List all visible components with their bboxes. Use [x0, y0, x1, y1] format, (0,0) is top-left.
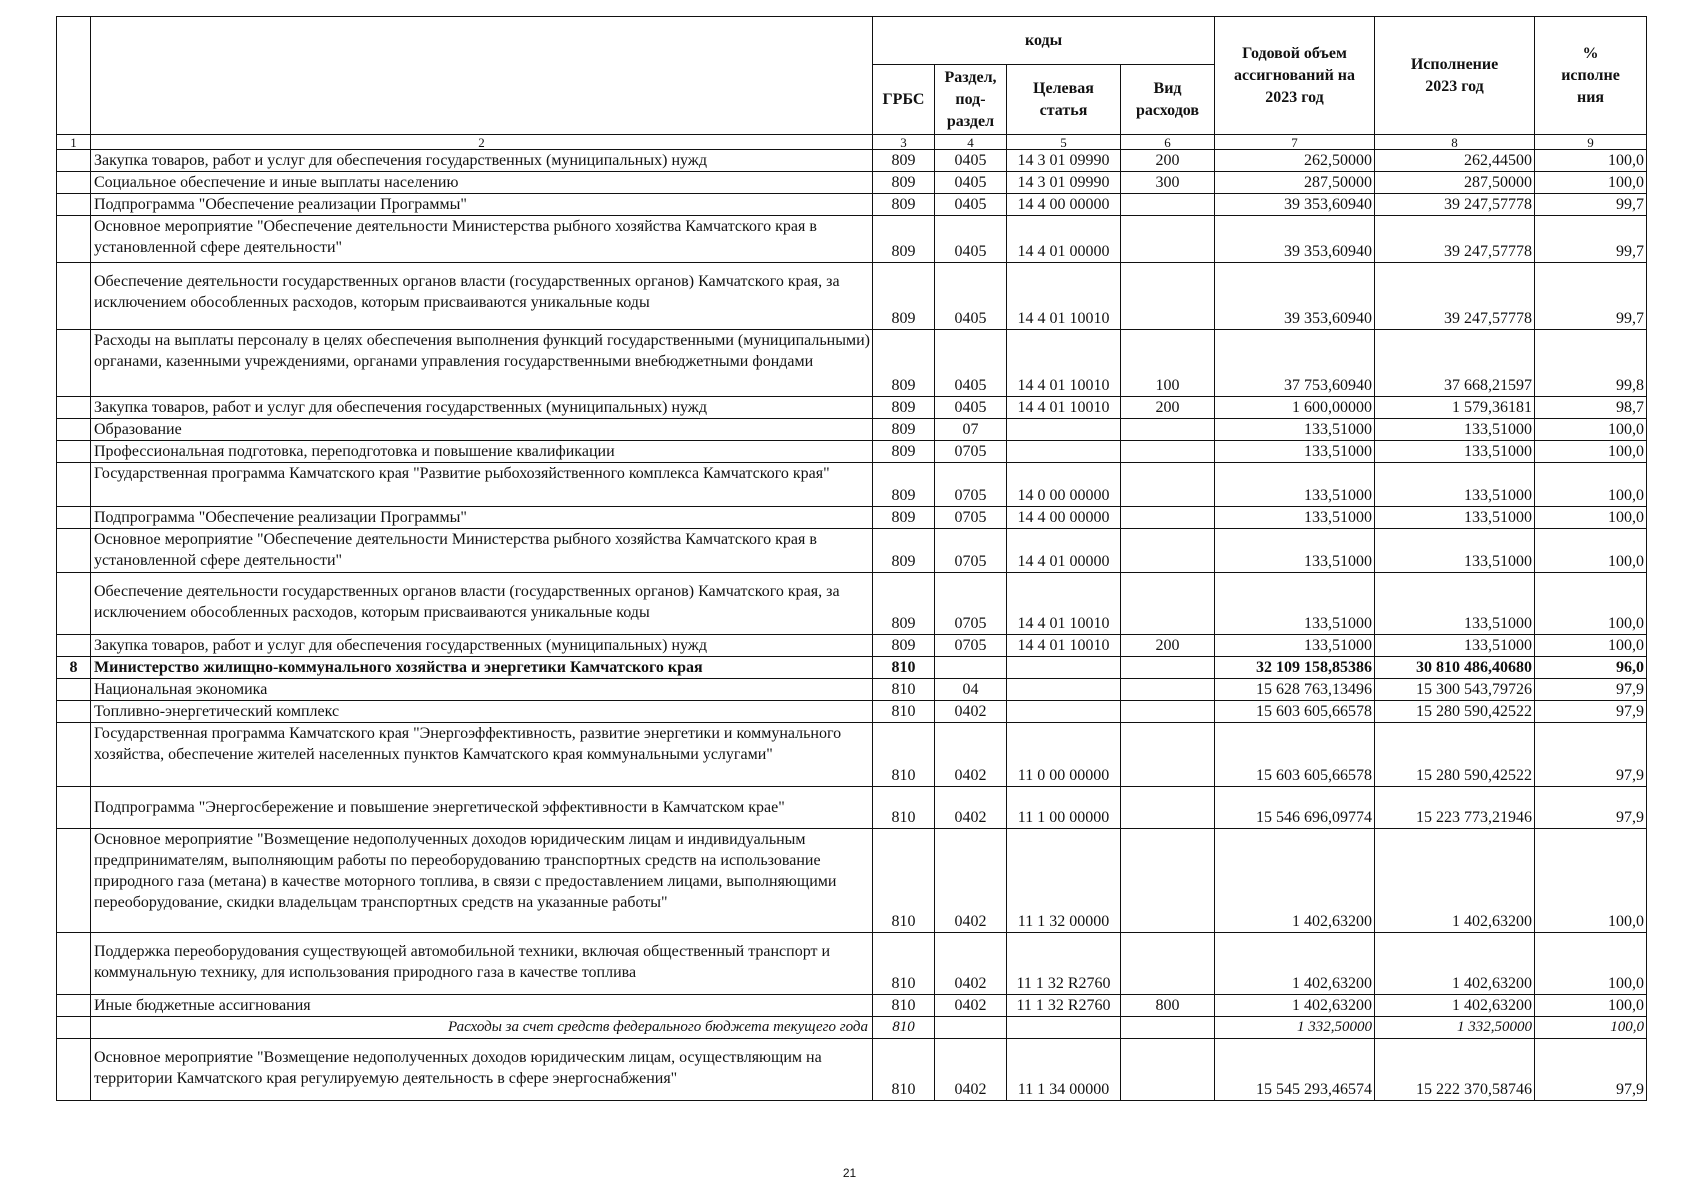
column-number-cell: 4: [935, 135, 1007, 150]
row-name-cell: Подпрограмма "Обеспечение реализации Программы": [91, 507, 873, 529]
row-grbs-cell: 810: [873, 1017, 935, 1039]
budget-table-sheet: [56, 16, 1646, 1101]
row-name-cell: Закупка товаров, работ и услуг для обеспечения государственных (муниципальных) нужд: [91, 150, 873, 172]
row-razdel-cell: 0705: [935, 573, 1007, 635]
row-razdel-cell: 0705: [935, 635, 1007, 657]
row-razdel-cell: 04: [935, 679, 1007, 701]
row-annual-volume-cell: 15 603 605,66578: [1215, 701, 1375, 723]
page-number: 21: [842, 1166, 857, 1180]
header-empty-num: [57, 17, 91, 135]
row-execution-cell: 133,51000: [1375, 635, 1535, 657]
row-number-cell: [57, 635, 91, 657]
header-expense-type: Вид расходов: [1121, 65, 1215, 135]
row-grbs-cell: 809: [873, 419, 935, 441]
row-number-cell: [57, 194, 91, 216]
row-percent-cell: 98,7: [1535, 397, 1647, 419]
row-execution-cell: 39 247,57778: [1375, 263, 1535, 330]
row-grbs-cell: 810: [873, 995, 935, 1017]
row-execution-cell: 1 402,63200: [1375, 995, 1535, 1017]
row-target-article-cell: 14 4 01 10010: [1007, 330, 1121, 397]
table-row: [57, 701, 1647, 723]
row-grbs-cell: 809: [873, 507, 935, 529]
row-target-article-cell: 14 0 00 00000: [1007, 463, 1121, 507]
row-razdel-cell: [935, 1017, 1007, 1039]
row-name-cell: Расходы на выплаты персоналу в целях обеспечения выполнения функций государственными (муниципальными) органами, казенными учреждениями, органами управления государственными внебюджетными фондами: [91, 330, 873, 397]
row-percent-cell: 99,8: [1535, 330, 1647, 397]
row-grbs-cell: 809: [873, 635, 935, 657]
row-expense-type-cell: 800: [1121, 995, 1215, 1017]
row-grbs-cell: 809: [873, 150, 935, 172]
column-number-cell: 6: [1121, 135, 1215, 150]
row-percent-cell: 100,0: [1535, 463, 1647, 507]
table-row: [57, 657, 1647, 679]
row-razdel-cell: 0402: [935, 933, 1007, 995]
row-percent-cell: 100,0: [1535, 829, 1647, 933]
row-razdel-cell: 07: [935, 419, 1007, 441]
row-number-cell: [57, 150, 91, 172]
row-name-cell: Основное мероприятие "Возмещение недополученных доходов юридическим лицам, осуществляющим на территории Камчатского края регулируемую деятельность в сфере энергоснабжения": [91, 1039, 873, 1101]
row-target-article-cell: [1007, 441, 1121, 463]
row-expense-type-cell: 100: [1121, 330, 1215, 397]
table-row: [57, 419, 1647, 441]
header-percent: % исполне ния: [1535, 17, 1647, 135]
row-percent-cell: 99,7: [1535, 263, 1647, 330]
row-percent-cell: 99,7: [1535, 194, 1647, 216]
row-name-cell: Государственная программа Камчатского края "Энергоэффективность, развитие энергетики и коммунального хозяйства, обеспечение жителей населенных пунктов Камчатского края коммунальными услугами": [91, 723, 873, 787]
row-razdel-cell: 0405: [935, 330, 1007, 397]
row-grbs-cell: 809: [873, 263, 935, 330]
row-grbs-cell: 810: [873, 933, 935, 995]
header-razdel: Раздел, под-раздел: [935, 65, 1007, 135]
table-row: [57, 829, 1647, 933]
row-annual-volume-cell: 133,51000: [1215, 419, 1375, 441]
row-percent-cell: 100,0: [1535, 1017, 1647, 1039]
row-grbs-cell: 810: [873, 723, 935, 787]
row-execution-cell: 1 579,36181: [1375, 397, 1535, 419]
table-row: [57, 150, 1647, 172]
row-target-article-cell: 14 3 01 09990: [1007, 150, 1121, 172]
row-percent-cell: 100,0: [1535, 573, 1647, 635]
row-grbs-cell: 810: [873, 787, 935, 829]
row-grbs-cell: 809: [873, 529, 935, 573]
row-expense-type-cell: [1121, 194, 1215, 216]
row-name-cell: Министерство жилищно-коммунального хозяйства и энергетики Камчатского края: [91, 657, 873, 679]
row-razdel-cell: 0705: [935, 529, 1007, 573]
column-number-cell: 3: [873, 135, 935, 150]
row-percent-cell: 97,9: [1535, 723, 1647, 787]
row-expense-type-cell: [1121, 701, 1215, 723]
row-annual-volume-cell: 1 402,63200: [1215, 829, 1375, 933]
row-name-cell: Национальная экономика: [91, 679, 873, 701]
row-name-cell: Основное мероприятие "Обеспечение деятельности Министерства рыбного хозяйства Камчатского края в установленной сфере деятельности": [91, 216, 873, 263]
row-grbs-cell: 809: [873, 441, 935, 463]
row-target-article-cell: 14 4 01 10010: [1007, 397, 1121, 419]
row-name-cell: Подпрограмма "Обеспечение реализации Программы": [91, 194, 873, 216]
table-row: [57, 507, 1647, 529]
row-number-cell: [57, 441, 91, 463]
row-name-cell: Государственная программа Камчатского края "Развитие рыбохозяйственного комплекса Камчатского края": [91, 463, 873, 507]
table-row: [57, 463, 1647, 507]
row-execution-cell: 1 402,63200: [1375, 829, 1535, 933]
row-percent-cell: 100,0: [1535, 507, 1647, 529]
row-razdel-cell: 0705: [935, 463, 1007, 507]
row-annual-volume-cell: 32 109 158,85386: [1215, 657, 1375, 679]
row-execution-cell: 262,44500: [1375, 150, 1535, 172]
row-execution-cell: 15 280 590,42522: [1375, 701, 1535, 723]
header-target-article: Целевая статья: [1007, 65, 1121, 135]
row-name-cell: Обеспечение деятельности государственных органов власти (государственных органов) Камчатского края, за исключением обособленных расходов, которым присваиваются уникальные коды: [91, 573, 873, 635]
row-grbs-cell: 810: [873, 701, 935, 723]
row-percent-cell: 100,0: [1535, 933, 1647, 995]
row-number-cell: [57, 463, 91, 507]
row-expense-type-cell: [1121, 657, 1215, 679]
row-name-cell: Основное мероприятие "Возмещение недополученных доходов юридическим лицам и индивидуальным предпринимателям, выполняющим работы по переоборудованию транспортных средств на использование природного газа (метана) в качестве моторного топлива, в связи с предоставлением лицами, выполняющими переоборудование, скидки владельцам транспортных средств на указанные работы": [91, 829, 873, 933]
row-number-cell: [57, 529, 91, 573]
row-grbs-cell: 809: [873, 330, 935, 397]
row-execution-cell: 133,51000: [1375, 419, 1535, 441]
table-row: [57, 441, 1647, 463]
row-expense-type-cell: 200: [1121, 150, 1215, 172]
row-target-article-cell: 11 1 32 00000: [1007, 829, 1121, 933]
row-annual-volume-cell: 1 402,63200: [1215, 995, 1375, 1017]
row-target-article-cell: 11 1 32 R2760: [1007, 933, 1121, 995]
row-annual-volume-cell: 15 545 293,46574: [1215, 1039, 1375, 1101]
row-razdel-cell: 0402: [935, 787, 1007, 829]
row-annual-volume-cell: 37 753,60940: [1215, 330, 1375, 397]
row-annual-volume-cell: 39 353,60940: [1215, 263, 1375, 330]
row-number-cell: [57, 330, 91, 397]
row-expense-type-cell: [1121, 787, 1215, 829]
table-row: [57, 194, 1647, 216]
header-codes: коды: [873, 17, 1215, 65]
row-target-article-cell: [1007, 701, 1121, 723]
row-percent-cell: 99,7: [1535, 216, 1647, 263]
table-row: [57, 635, 1647, 657]
table-row: [57, 529, 1647, 573]
row-razdel-cell: 0405: [935, 172, 1007, 194]
row-expense-type-cell: [1121, 216, 1215, 263]
table-row: [57, 216, 1647, 263]
row-name-cell: Профессиональная подготовка, переподготовка и повышение квалификации: [91, 441, 873, 463]
row-razdel-cell: 0402: [935, 1039, 1007, 1101]
row-annual-volume-cell: 133,51000: [1215, 441, 1375, 463]
table-row: [57, 995, 1647, 1017]
row-execution-cell: 39 247,57778: [1375, 216, 1535, 263]
row-name-cell: Топливно-энергетический комплекс: [91, 701, 873, 723]
row-number-cell: [57, 507, 91, 529]
row-grbs-cell: 810: [873, 1039, 935, 1101]
row-execution-cell: 133,51000: [1375, 573, 1535, 635]
row-execution-cell: 39 247,57778: [1375, 194, 1535, 216]
row-name-cell: Поддержка переоборудования существующей автомобильной техники, включая общественный транспорт и коммунальную технику, для использования природного газа в качестве топлива: [91, 933, 873, 995]
row-percent-cell: 96,0: [1535, 657, 1647, 679]
row-grbs-cell: 809: [873, 463, 935, 507]
row-annual-volume-cell: 1 332,50000: [1215, 1017, 1375, 1039]
row-razdel-cell: 0705: [935, 441, 1007, 463]
row-execution-cell: 37 668,21597: [1375, 330, 1535, 397]
row-name-cell: Основное мероприятие "Обеспечение деятельности Министерства рыбного хозяйства Камчатского края в установленной сфере деятельности": [91, 529, 873, 573]
row-annual-volume-cell: 39 353,60940: [1215, 194, 1375, 216]
row-target-article-cell: 14 4 00 00000: [1007, 507, 1121, 529]
row-execution-cell: 1 402,63200: [1375, 933, 1535, 995]
row-razdel-cell: 0402: [935, 995, 1007, 1017]
row-number-cell: [57, 1039, 91, 1101]
table-row: [57, 933, 1647, 995]
row-target-article-cell: [1007, 657, 1121, 679]
row-expense-type-cell: 300: [1121, 172, 1215, 194]
row-number-cell: [57, 701, 91, 723]
row-expense-type-cell: 200: [1121, 397, 1215, 419]
row-target-article-cell: [1007, 1017, 1121, 1039]
row-expense-type-cell: [1121, 679, 1215, 701]
row-grbs-cell: 810: [873, 829, 935, 933]
column-number-cell: 8: [1375, 135, 1535, 150]
row-name-cell: Иные бюджетные ассигнования: [91, 995, 873, 1017]
row-number-cell: [57, 829, 91, 933]
row-razdel-cell: [935, 657, 1007, 679]
row-number-cell: [57, 397, 91, 419]
column-number-cell: 5: [1007, 135, 1121, 150]
row-annual-volume-cell: 1 600,00000: [1215, 397, 1375, 419]
row-grbs-cell: 809: [873, 573, 935, 635]
row-target-article-cell: 14 4 01 10010: [1007, 635, 1121, 657]
row-grbs-cell: 809: [873, 172, 935, 194]
row-annual-volume-cell: 133,51000: [1215, 463, 1375, 507]
row-target-article-cell: 14 4 00 00000: [1007, 194, 1121, 216]
row-number-cell: [57, 419, 91, 441]
row-number-cell: [57, 573, 91, 635]
column-number-cell: 2: [91, 135, 873, 150]
table-row: [57, 1017, 1647, 1039]
row-percent-cell: 100,0: [1535, 419, 1647, 441]
row-percent-cell: 100,0: [1535, 150, 1647, 172]
row-target-article-cell: 14 4 01 10010: [1007, 573, 1121, 635]
row-number-cell: [57, 263, 91, 330]
row-percent-cell: 100,0: [1535, 995, 1647, 1017]
table-row: [57, 573, 1647, 635]
row-target-article-cell: [1007, 419, 1121, 441]
row-name-cell: Расходы за счет средств федерального бюджета текущего года: [91, 1017, 873, 1039]
row-execution-cell: 15 280 590,42522: [1375, 723, 1535, 787]
row-target-article-cell: 11 1 34 00000: [1007, 1039, 1121, 1101]
row-target-article-cell: 14 4 01 10010: [1007, 263, 1121, 330]
header-grbs: ГРБС: [873, 65, 935, 135]
row-annual-volume-cell: 133,51000: [1215, 507, 1375, 529]
row-percent-cell: 97,9: [1535, 787, 1647, 829]
row-number-cell: [57, 787, 91, 829]
row-target-article-cell: 14 3 01 09990: [1007, 172, 1121, 194]
row-grbs-cell: 810: [873, 657, 935, 679]
row-grbs-cell: 809: [873, 194, 935, 216]
row-name-cell: Социальное обеспечение и иные выплаты населению: [91, 172, 873, 194]
row-execution-cell: 15 223 773,21946: [1375, 787, 1535, 829]
row-razdel-cell: 0405: [935, 194, 1007, 216]
row-expense-type-cell: [1121, 463, 1215, 507]
row-execution-cell: 30 810 486,40680: [1375, 657, 1535, 679]
row-expense-type-cell: [1121, 529, 1215, 573]
row-razdel-cell: 0402: [935, 829, 1007, 933]
row-expense-type-cell: [1121, 507, 1215, 529]
row-percent-cell: 97,9: [1535, 679, 1647, 701]
row-expense-type-cell: [1121, 263, 1215, 330]
row-annual-volume-cell: 133,51000: [1215, 635, 1375, 657]
row-name-cell: Образование: [91, 419, 873, 441]
row-execution-cell: 133,51000: [1375, 441, 1535, 463]
row-razdel-cell: 0405: [935, 263, 1007, 330]
column-numbers-row: [57, 135, 1647, 150]
row-execution-cell: 15 222 370,58746: [1375, 1039, 1535, 1101]
table-row: [57, 723, 1647, 787]
row-execution-cell: 133,51000: [1375, 463, 1535, 507]
row-execution-cell: 15 300 543,79726: [1375, 679, 1535, 701]
row-number-cell: [57, 723, 91, 787]
row-percent-cell: 100,0: [1535, 441, 1647, 463]
row-expense-type-cell: [1121, 573, 1215, 635]
row-annual-volume-cell: 39 353,60940: [1215, 216, 1375, 263]
row-expense-type-cell: [1121, 723, 1215, 787]
row-target-article-cell: 11 0 00 00000: [1007, 723, 1121, 787]
table-row: [57, 397, 1647, 419]
row-percent-cell: 100,0: [1535, 529, 1647, 573]
row-annual-volume-cell: 262,50000: [1215, 150, 1375, 172]
row-grbs-cell: 809: [873, 216, 935, 263]
row-percent-cell: 97,9: [1535, 701, 1647, 723]
row-execution-cell: 287,50000: [1375, 172, 1535, 194]
row-name-cell: Закупка товаров, работ и услуг для обеспечения государственных (муниципальных) нужд: [91, 397, 873, 419]
header-execution: Исполнение 2023 год: [1375, 17, 1535, 135]
row-target-article-cell: 11 1 00 00000: [1007, 787, 1121, 829]
row-expense-type-cell: 200: [1121, 635, 1215, 657]
row-expense-type-cell: [1121, 829, 1215, 933]
row-percent-cell: 97,9: [1535, 1039, 1647, 1101]
row-expense-type-cell: [1121, 419, 1215, 441]
row-annual-volume-cell: 133,51000: [1215, 529, 1375, 573]
row-target-article-cell: 11 1 32 R2760: [1007, 995, 1121, 1017]
row-number-cell: [57, 679, 91, 701]
budget-table: [56, 16, 1647, 1101]
row-razdel-cell: 0705: [935, 507, 1007, 529]
header-empty-name: [91, 17, 873, 135]
row-razdel-cell: 0405: [935, 150, 1007, 172]
row-annual-volume-cell: 133,51000: [1215, 573, 1375, 635]
row-razdel-cell: 0402: [935, 723, 1007, 787]
row-razdel-cell: 0405: [935, 216, 1007, 263]
row-razdel-cell: 0402: [935, 701, 1007, 723]
row-percent-cell: 100,0: [1535, 635, 1647, 657]
row-name-cell: Обеспечение деятельности государственных органов власти (государственных органов) Камчатского края, за исключением обособленных расходов, которым присваиваются уникальные коды: [91, 263, 873, 330]
row-number-cell: [57, 933, 91, 995]
row-name-cell: Подпрограмма "Энергосбережение и повышение энергетической эффективности в Камчатском крае": [91, 787, 873, 829]
row-name-cell: Закупка товаров, работ и услуг для обеспечения государственных (муниципальных) нужд: [91, 635, 873, 657]
row-annual-volume-cell: 15 603 605,66578: [1215, 723, 1375, 787]
table-row: [57, 263, 1647, 330]
row-annual-volume-cell: 287,50000: [1215, 172, 1375, 194]
row-expense-type-cell: [1121, 441, 1215, 463]
table-row: [57, 330, 1647, 397]
row-percent-cell: 100,0: [1535, 172, 1647, 194]
column-number-cell: 9: [1535, 135, 1647, 150]
column-number-cell: 1: [57, 135, 91, 150]
row-target-article-cell: 14 4 01 00000: [1007, 216, 1121, 263]
row-number-cell: [57, 216, 91, 263]
row-execution-cell: 133,51000: [1375, 529, 1535, 573]
header-annual-volume: Годовой объем ассигнований на 2023 год: [1215, 17, 1375, 135]
table-row: [57, 1039, 1647, 1101]
row-number-cell: [57, 995, 91, 1017]
row-execution-cell: 1 332,50000: [1375, 1017, 1535, 1039]
row-annual-volume-cell: 1 402,63200: [1215, 933, 1375, 995]
table-row: [57, 679, 1647, 701]
row-target-article-cell: [1007, 679, 1121, 701]
row-razdel-cell: 0405: [935, 397, 1007, 419]
row-number-cell: [57, 172, 91, 194]
row-grbs-cell: 809: [873, 397, 935, 419]
row-annual-volume-cell: 15 546 696,09774: [1215, 787, 1375, 829]
row-annual-volume-cell: 15 628 763,13496: [1215, 679, 1375, 701]
row-number-cell: [57, 1017, 91, 1039]
table-row: [57, 787, 1647, 829]
row-target-article-cell: 14 4 01 00000: [1007, 529, 1121, 573]
row-grbs-cell: 810: [873, 679, 935, 701]
row-number-cell: 8: [57, 657, 91, 679]
column-number-cell: 7: [1215, 135, 1375, 150]
row-expense-type-cell: [1121, 933, 1215, 995]
row-expense-type-cell: [1121, 1039, 1215, 1101]
row-execution-cell: 133,51000: [1375, 507, 1535, 529]
table-row: [57, 172, 1647, 194]
row-expense-type-cell: [1121, 1017, 1215, 1039]
table-body: [57, 150, 1647, 1101]
